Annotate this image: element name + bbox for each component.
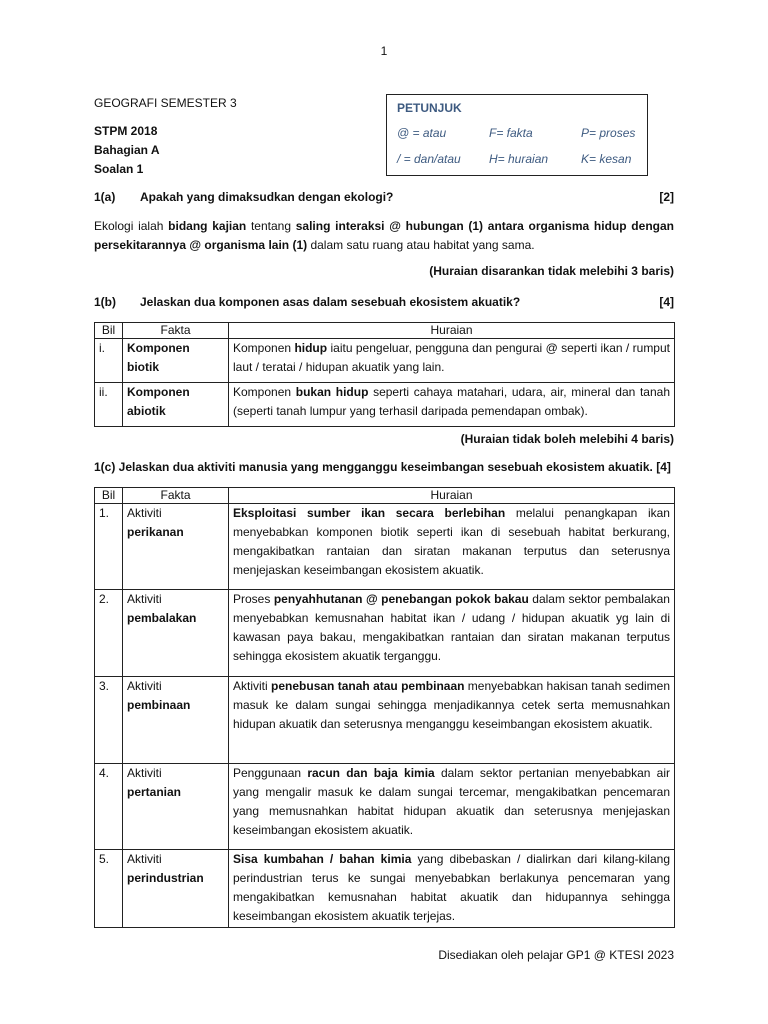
col-header-fakta: Fakta (123, 323, 229, 339)
table-1c (94, 487, 675, 928)
col-header-huraian: Huraian (229, 488, 675, 504)
question-1a (94, 190, 674, 204)
row-bil: 5. (95, 850, 123, 928)
question-1b (94, 295, 674, 309)
col-header-bil: Bil (95, 488, 123, 504)
row-bil: 3. (95, 677, 123, 764)
row-fakta: Komponen biotik (123, 339, 229, 383)
answer-keyword: saling interaksi @ hubungan (1) antara organisma hidup dengan persekitarannya @ organisma lain (1) (94, 219, 674, 252)
col-header-bil: Bil (95, 323, 123, 339)
question-marks: [4] (659, 295, 674, 309)
legend-item: F= fakta (489, 126, 533, 140)
row-huraian: Komponen hidup iaitu pengeluar, pengguna dan pengurai @ seperti ikan / rumput laut / teratai / hidupan akuatik yang lain. (229, 339, 675, 383)
row-huraian: Penggunaan racun dan baja kimia dalam sektor pertanian menyebabkan air yang mengalir masuk ke dalam sungai tercemar, mengakibatkan pencemaran yang memusnahkan habitat hidupan akuatik dan seterusnya menjejaskan keseimbangan ekosistem akuatik. (229, 764, 675, 850)
row-huraian: Sisa kumbahan / bahan kimia yang dibebaskan / dialirkan dari kilang-kilang perindustrian terus ke sungai menyebabkan berlakunya pencemaran yang mengakibatkan kemusnahan habitat akuatik dan hidupannya sehingga keseimbangan ekosistem akuatik terjejas. (229, 850, 675, 928)
table-row (95, 764, 675, 850)
col-header-fakta: Fakta (123, 488, 229, 504)
page-number: 1 (380, 44, 388, 58)
question-number: 1(b) (94, 295, 116, 309)
legend-title: PETUNJUK (397, 101, 462, 115)
row-fakta: Aktiviti perindustrian (123, 850, 229, 928)
section-title: Bahagian A (94, 143, 160, 157)
note-1b: (Huraian tidak boleh melebihi 4 baris) (460, 432, 674, 446)
legend-item: @ = atau (397, 126, 447, 140)
question-text: Jelaskan dua komponen asas dalam sesebuah ekosistem akuatik? (140, 295, 521, 309)
answer-text: dalam satu ruang atau habitat yang sama. (307, 238, 535, 252)
table-row (95, 339, 675, 383)
note-1a: (Huraian disarankan tidak melebihi 3 baris) (429, 264, 674, 278)
row-fakta: Aktiviti perikanan (123, 504, 229, 590)
row-bil: 2. (95, 590, 123, 677)
row-bil: 4. (95, 764, 123, 850)
answer-text: Ekologi ialah (94, 219, 169, 233)
table-1b (94, 322, 675, 427)
legend-item: H= huraian (489, 152, 549, 166)
row-fakta: Aktiviti pertanian (123, 764, 229, 850)
row-huraian: Komponen bukan hidup seperti cahaya matahari, udara, air, mineral dan tanah (seperti tanah lumpur yang terhasil daripada pemendapan ombak). (229, 383, 675, 427)
table-row (95, 850, 675, 928)
row-bil: i. (95, 339, 123, 383)
row-bil: 1. (95, 504, 123, 590)
col-header-huraian: Huraian (229, 323, 675, 339)
question-marks: [2] (659, 190, 674, 204)
legend-item: / = dan/atau (397, 152, 461, 166)
legend-item: P= proses (581, 126, 636, 140)
question-title: Soalan 1 (94, 162, 144, 176)
subject-title: GEOGRAFI SEMESTER 3 (94, 96, 237, 110)
question-text: Apakah yang dimaksudkan dengan ekologi? (140, 190, 394, 204)
question-1c: 1(c) Jelaskan dua aktiviti manusia yang mengganggu keseimbangan sesebuah ekosistem akuatik. [4] (94, 460, 671, 474)
table-row (95, 677, 675, 764)
row-fakta: Aktiviti pembalakan (123, 590, 229, 677)
legend-box (386, 94, 648, 176)
question-number: 1(a) (94, 190, 116, 204)
table-row (95, 383, 675, 427)
exam-title: STPM 2018 (94, 124, 158, 138)
answer-keyword: bidang kajian (168, 219, 247, 233)
row-huraian: Proses penyahhutanan @ penebangan pokok bakau dalam sektor pembalakan menyebabkan kemusnahan habitat ikan / udang / hidupan akuatik yg lain di kawasan paya bakau, mengakibatkan rantaian dan siratan makanan terputus sehingga ekosistem akuatik terganggu. (229, 590, 675, 677)
row-huraian: Eksploitasi sumber ikan secara berlebihan melalui penangkapan ikan menyebabkan komponen biotik seperti ikan di sesebuah habitat berkurang, mengakibatkan rantaian dan siratan makanan terputus dan seterusnya menjejaskan keseimbangan ekosistem akuatik. (229, 504, 675, 590)
table-row (95, 504, 675, 590)
row-fakta: Aktiviti pembinaan (123, 677, 229, 764)
row-fakta: Komponen abiotik (123, 383, 229, 427)
footer-credit: Disediakan oleh pelajar GP1 @ KTESI 2023 (438, 948, 674, 962)
row-huraian: Aktiviti penebusan tanah atau pembinaan menyebabkan hakisan tanah sedimen masuk ke dalam sungai sehingga menjadikannya cetek serta memusnahkan hidupan akuatik dan seterusnya menganggu keseimbangan ekosistem akuatik. (229, 677, 675, 764)
answer-text: tentang (246, 219, 296, 233)
answer-1a (94, 217, 674, 255)
table-row (95, 590, 675, 677)
legend-item: K= kesan (581, 152, 632, 166)
row-bil: ii. (95, 383, 123, 427)
